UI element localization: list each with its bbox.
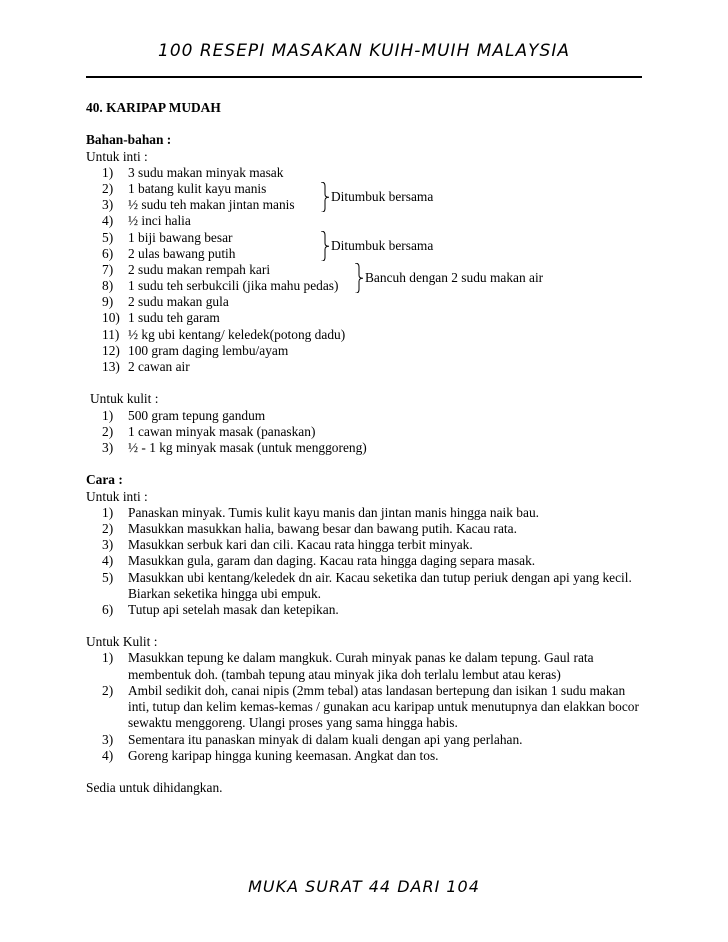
list-text: 1 sudu teh garam bbox=[128, 310, 220, 326]
list-number: 10) bbox=[102, 310, 120, 326]
list-item bbox=[86, 310, 646, 326]
list-text: Masukkan serbuk kari dan cili. Kacau rata hingga terbit minyak. bbox=[128, 537, 473, 553]
curly-brace-icon bbox=[320, 182, 330, 212]
list-number: 13) bbox=[102, 359, 120, 374]
list-text: 1 sudu teh serbukcili (jika mahu pedas) bbox=[128, 278, 339, 294]
list-number: 11) bbox=[102, 326, 120, 342]
list-item bbox=[86, 424, 646, 440]
list-text: 100 gram daging lembu/ayam bbox=[128, 342, 289, 358]
method-heading: Cara : bbox=[86, 472, 123, 488]
list-text: Masukkan tepung ke dalam mangkuk. Curah minyak panas ke dalam tepung. Gaul rata membentuk doh. (tambah tepung atau minyak jika doh terlalu lembut atau keras) bbox=[128, 650, 594, 682]
skin-method-label: Untuk Kulit : bbox=[86, 634, 158, 650]
list-item bbox=[86, 165, 646, 181]
list-number: 2) bbox=[102, 520, 114, 536]
list-text: ½ inci halia bbox=[128, 213, 191, 229]
list-item bbox=[86, 408, 646, 424]
page-number-footer: MUKA SURAT 44 DARI 104 bbox=[248, 877, 480, 896]
list-item bbox=[86, 440, 646, 456]
closing-note: Sedia untuk dihidangkan. bbox=[86, 780, 223, 796]
list-number: 12) bbox=[102, 342, 120, 358]
step-item bbox=[86, 505, 646, 521]
list-text: ½ kg ubi kentang/ keledek(potong dadu) bbox=[128, 326, 346, 342]
list-number: 8) bbox=[102, 278, 114, 294]
list-number: 4) bbox=[102, 747, 114, 763]
list-text: ½ sudu teh makan jintan manis bbox=[128, 197, 295, 213]
list-text: Masukkan gula, garam dan daging. Kacau rata hingga daging separa masak. bbox=[128, 553, 536, 569]
list-item bbox=[86, 294, 646, 310]
list-number: 6) bbox=[102, 601, 114, 617]
list-text: ½ - 1 kg minyak masak (untuk menggoreng) bbox=[128, 439, 367, 455]
list-item bbox=[86, 343, 646, 359]
list-item bbox=[86, 359, 646, 375]
step-item bbox=[86, 553, 646, 569]
step-item bbox=[86, 602, 646, 618]
list-number: 7) bbox=[102, 261, 114, 277]
brace-note-group1: Ditumbuk bersama bbox=[331, 189, 434, 205]
list-number: 5) bbox=[102, 569, 114, 585]
list-number: 4) bbox=[102, 553, 114, 569]
skin-method-steps bbox=[86, 650, 646, 763]
list-number: 2) bbox=[102, 180, 114, 196]
curly-brace-icon bbox=[354, 263, 364, 293]
list-text: Masukkan masukkan halia, bawang besar dan bawang putih. Kacau rata. bbox=[128, 520, 517, 536]
list-text: 3 sudu makan minyak masak bbox=[128, 164, 284, 180]
list-number: 9) bbox=[102, 294, 114, 310]
document-header-title: 100 RESEPI MASAKAN KUIH-MUIH MALAYSIA bbox=[158, 41, 570, 61]
list-text: Panaskan minyak. Tumis kulit kayu manis dan jintan manis hingga naik bau. bbox=[128, 504, 539, 520]
header-rule bbox=[86, 76, 642, 78]
list-number: 2) bbox=[102, 423, 114, 439]
list-number: 3) bbox=[102, 537, 114, 553]
step-item bbox=[86, 521, 646, 537]
filling-method-steps bbox=[86, 505, 646, 618]
step-item bbox=[86, 537, 646, 553]
list-text: Tutup api setelah masak dan ketepikan. bbox=[128, 601, 339, 617]
list-text: Ambil sedikit doh, canai nipis (2mm tebal) atas landasan bertepung dan isikan 1 sudu makan inti, tutup dan kelim kemas-kemas / gunakan acu karipap untuk menutupnya dan elakkan bocor sewaktu menggoreng. Ulangi proses yang sama hingga habis. bbox=[128, 682, 639, 731]
list-text: 2 cawan air bbox=[128, 359, 190, 374]
step-item bbox=[86, 650, 646, 682]
step-item bbox=[86, 683, 646, 732]
filling-ingredients-label: Untuk inti : bbox=[86, 148, 148, 164]
list-text: 1 biji bawang besar bbox=[128, 229, 233, 245]
list-text: Goreng karipap hingga kuning keemasan. Angkat dan tos. bbox=[128, 747, 439, 763]
list-number: 4) bbox=[102, 213, 114, 229]
list-number: 5) bbox=[102, 229, 114, 245]
list-item bbox=[86, 327, 646, 343]
step-item bbox=[86, 748, 646, 764]
curly-brace-icon bbox=[320, 231, 330, 261]
list-number: 1) bbox=[102, 164, 114, 180]
list-number: 6) bbox=[102, 245, 114, 261]
list-text: 1 cawan minyak masak (panaskan) bbox=[128, 423, 316, 439]
list-item bbox=[86, 213, 646, 229]
list-number: 3) bbox=[102, 731, 114, 747]
list-text: Masukkan ubi kentang/keledek dn air. Kacau seketika dan tutup periuk dengan api yang kecil. Biarkan seketika hingga ubi empuk. bbox=[128, 569, 632, 601]
list-number: 1) bbox=[102, 504, 114, 520]
step-item bbox=[86, 732, 646, 748]
list-number: 1) bbox=[102, 650, 114, 666]
filling-method-label: Untuk inti : bbox=[86, 488, 148, 504]
list-text: Sementara itu panaskan minyak di dalam kuali dengan api yang perlahan. bbox=[128, 731, 523, 747]
list-number: 3) bbox=[102, 439, 114, 455]
brace-note-group3: Bancuh dengan 2 sudu makan air bbox=[365, 270, 544, 286]
list-text: 2 sudu makan rempah kari bbox=[128, 261, 271, 277]
brace-note-group2: Ditumbuk bersama bbox=[331, 237, 434, 253]
recipe-page bbox=[86, 100, 646, 796]
list-text: 500 gram tepung gandum bbox=[128, 407, 266, 423]
ingredients-heading: Bahan-bahan : bbox=[86, 132, 172, 148]
list-number: 2) bbox=[102, 682, 114, 698]
skin-ingredients-label: Untuk kulit : bbox=[90, 391, 159, 407]
skin-ingredients-list bbox=[86, 408, 646, 457]
list-number: 1) bbox=[102, 407, 114, 423]
list-number: 3) bbox=[102, 197, 114, 213]
filling-ingredients-list bbox=[86, 165, 646, 375]
step-item bbox=[86, 570, 646, 602]
list-text: 2 sudu makan gula bbox=[128, 294, 229, 310]
list-text: 1 batang kulit kayu manis bbox=[128, 180, 267, 196]
recipe-title: 40. KARIPAP MUDAH bbox=[86, 100, 221, 115]
list-text: 2 ulas bawang putih bbox=[128, 245, 236, 261]
